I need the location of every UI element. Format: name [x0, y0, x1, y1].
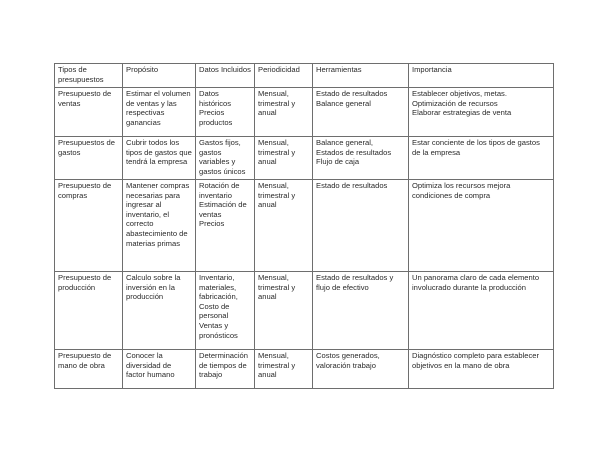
cell-importancia — [409, 88, 554, 137]
cell-herramientas — [313, 137, 409, 180]
cell-tipo: Presupuesto de producción — [55, 272, 123, 350]
table-row — [55, 137, 554, 180]
cell-periodicidad: Mensual, trimestral y anual — [255, 272, 313, 350]
cell-datos — [196, 88, 255, 137]
cell-periodicidad: Mensual, trimestral y anual — [255, 88, 313, 137]
cell-line: Inventario, materiales, fabricación, Costo de personal — [199, 273, 238, 321]
cell-line: Estado de resultados y flujo de efectivo — [316, 273, 394, 292]
cell-importancia — [409, 350, 554, 389]
cell-herramientas — [313, 88, 409, 137]
cell-line: Rotación de inventario — [199, 181, 240, 200]
cell-line: Balance general — [316, 98, 371, 108]
cell-line: Estados de resultados — [316, 147, 392, 157]
cell-proposito: Cubrir todos los tipos de gastos que tendrá la empresa — [123, 137, 196, 180]
table-row — [55, 272, 554, 350]
budget-types-table — [54, 63, 554, 389]
cell-importancia — [409, 272, 554, 350]
cell-line: Precios productos — [199, 108, 233, 127]
table-header-row — [55, 64, 554, 88]
cell-datos — [196, 350, 255, 389]
header-tipos: Tipos de presupuestos — [55, 64, 123, 88]
cell-herramientas — [313, 180, 409, 272]
cell-line: Optimización de recursos — [412, 98, 498, 108]
cell-line: Estimación de ventas — [199, 200, 247, 219]
cell-line: Diagnóstico completo para establecer objetivos en la mano de obra — [412, 351, 540, 370]
cell-datos — [196, 272, 255, 350]
cell-line: Datos históricos — [199, 89, 232, 108]
cell-proposito: Calculo sobre la inversión en la producción — [123, 272, 196, 350]
cell-line: Balance general, — [316, 138, 373, 147]
cell-line: Elaborar estrategias de venta — [412, 108, 512, 118]
cell-line: Flujo de caja — [316, 157, 360, 167]
cell-proposito: Mantener compras necesarias para ingresar al inventario, el correcto abastecimiento de materias primas — [123, 180, 196, 272]
header-herramientas: Herramientas — [313, 64, 409, 88]
cell-line: Determinación de tiempos de trabajo — [199, 351, 248, 380]
cell-line: Estado de resultados — [316, 89, 388, 98]
cell-proposito: Conocer la diversidad de factor humano — [123, 350, 196, 389]
cell-line: Gastos fijos, gastos variables y gastos únicos — [199, 138, 246, 176]
table-row — [55, 88, 554, 137]
cell-line: Precios — [199, 219, 225, 229]
header-datos: Datos Incluidos — [196, 64, 255, 88]
table-row — [55, 180, 554, 272]
cell-datos — [196, 180, 255, 272]
cell-tipo: Presupuestos de gastos — [55, 137, 123, 180]
cell-line: Costos generados, valoración trabajo — [316, 351, 380, 370]
cell-importancia — [409, 180, 554, 272]
cell-herramientas — [313, 350, 409, 389]
cell-datos — [196, 137, 255, 180]
cell-line: Estar conciente de los tipos de gastos de la empresa — [412, 138, 540, 157]
table-row — [55, 350, 554, 389]
cell-periodicidad: Mensual, trimestral y anual — [255, 350, 313, 389]
cell-proposito: Estimar el volumen de ventas y las respectivas ganancias — [123, 88, 196, 137]
cell-periodicidad: Mensual, trimestral y anual — [255, 180, 313, 272]
cell-tipo: Presupuesto de mano de obra — [55, 350, 123, 389]
cell-line: Un panorama claro de cada elemento involucrado durante la producción — [412, 273, 540, 292]
cell-line: Ventas y pronósticos — [199, 320, 238, 340]
cell-tipo: Presupuesto de ventas — [55, 88, 123, 137]
header-proposito: Propósito — [123, 64, 196, 88]
cell-tipo: Presupuesto de compras — [55, 180, 123, 272]
cell-line: Establecer objetivos, metas. — [412, 89, 507, 98]
header-periodicidad: Periodicidad — [255, 64, 313, 88]
cell-importancia — [409, 137, 554, 180]
cell-line: Estado de resultados — [316, 181, 388, 190]
cell-herramientas — [313, 272, 409, 350]
cell-periodicidad: Mensual, trimestral y anual — [255, 137, 313, 180]
cell-line: Optimiza los recursos mejora condiciones de compra — [412, 181, 511, 200]
header-importancia: Importancia — [409, 64, 554, 88]
